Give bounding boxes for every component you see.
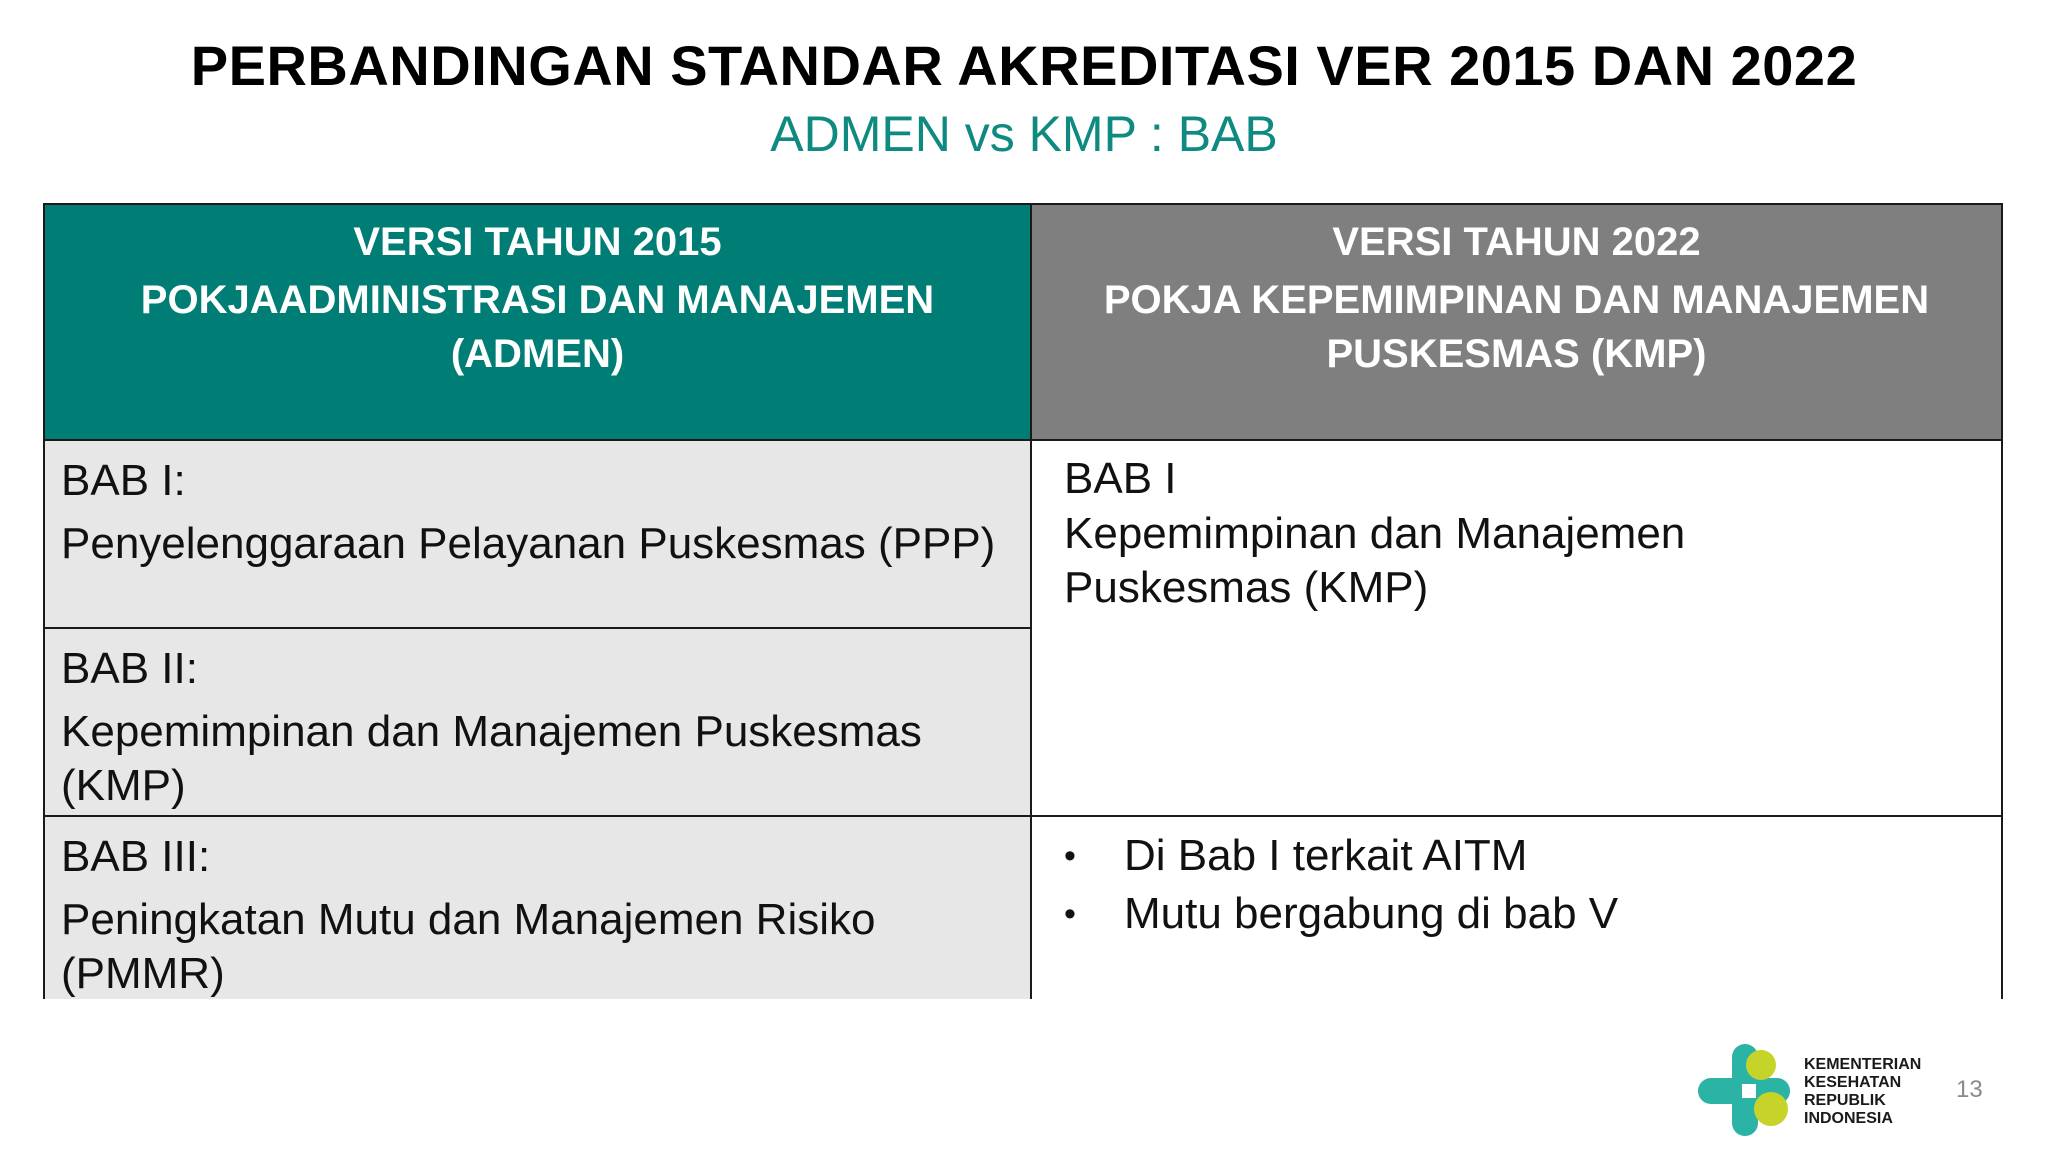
logo-line: KESEHATAN [1804, 1074, 1902, 1091]
slide-title: PERBANDINGAN STANDAR AKREDITASI VER 2015 DAN 2022 [190, 34, 1858, 97]
cell-2022-bab-1 [1032, 439, 2001, 815]
cell-2015-bab-2 [45, 627, 1032, 815]
logo-line: INDONESIA [1804, 1110, 1893, 1127]
comparison-table [43, 203, 2003, 999]
bab-description: Penyelenggaraan Pelayanan Puskesmas (PPP) [61, 519, 996, 568]
cell-2015-bab-1 [45, 439, 1032, 627]
header-left-line1: VERSI TAHUN 2015 [353, 220, 722, 264]
list-item [1064, 827, 2001, 885]
bullet-icon: • [1064, 895, 1076, 933]
bullet-icon: • [1064, 837, 1076, 875]
bab-description: Kepemimpinan dan Manajemen Puskesmas (KMP) [61, 707, 922, 810]
cell-2022-notes [1032, 815, 2001, 999]
page-number: 13 [1956, 1076, 1983, 1103]
header-right-line3: PUSKESMAS (KMP) [1326, 332, 1707, 376]
bab-description: Kepemimpinan dan Manajemen Puskesmas (KMP) [1064, 509, 1686, 612]
bab-label: BAB I: [61, 456, 186, 505]
header-left-line3: (ADMEN) [450, 332, 625, 376]
logo-text [1804, 1056, 1921, 1128]
slide-subtitle: ADMEN vs KMP : BAB [770, 106, 1278, 162]
list-item [1064, 885, 2001, 943]
bab-description: Peningkatan Mutu dan Manajemen Risiko (PMMR) [61, 895, 876, 998]
logo-line: REPUBLIK [1804, 1092, 1886, 1109]
bab-label: BAB III: [61, 832, 211, 881]
bab-label: BAB II: [61, 644, 198, 693]
logo-line: KEMENTERIAN [1804, 1056, 1922, 1073]
header-left-line2: POKJAADMINISTRASI DAN MANAJEMEN [140, 278, 935, 322]
kemenkes-logo-icon [1694, 1040, 1794, 1140]
notes-list [1064, 827, 2001, 943]
header-version-2022 [1032, 205, 2001, 439]
cell-2015-bab-3 [45, 815, 1032, 999]
bab-label: BAB I [1064, 454, 1177, 503]
note-text: Di Bab I terkait AITM [1124, 831, 1528, 880]
header-version-2015 [45, 205, 1032, 439]
header-right-line2: POKJA KEPEMIMPINAN DAN MANAJEMEN [1103, 278, 1930, 322]
header-right-line1: VERSI TAHUN 2022 [1332, 220, 1701, 264]
note-text: Mutu bergabung di bab V [1124, 889, 1619, 938]
